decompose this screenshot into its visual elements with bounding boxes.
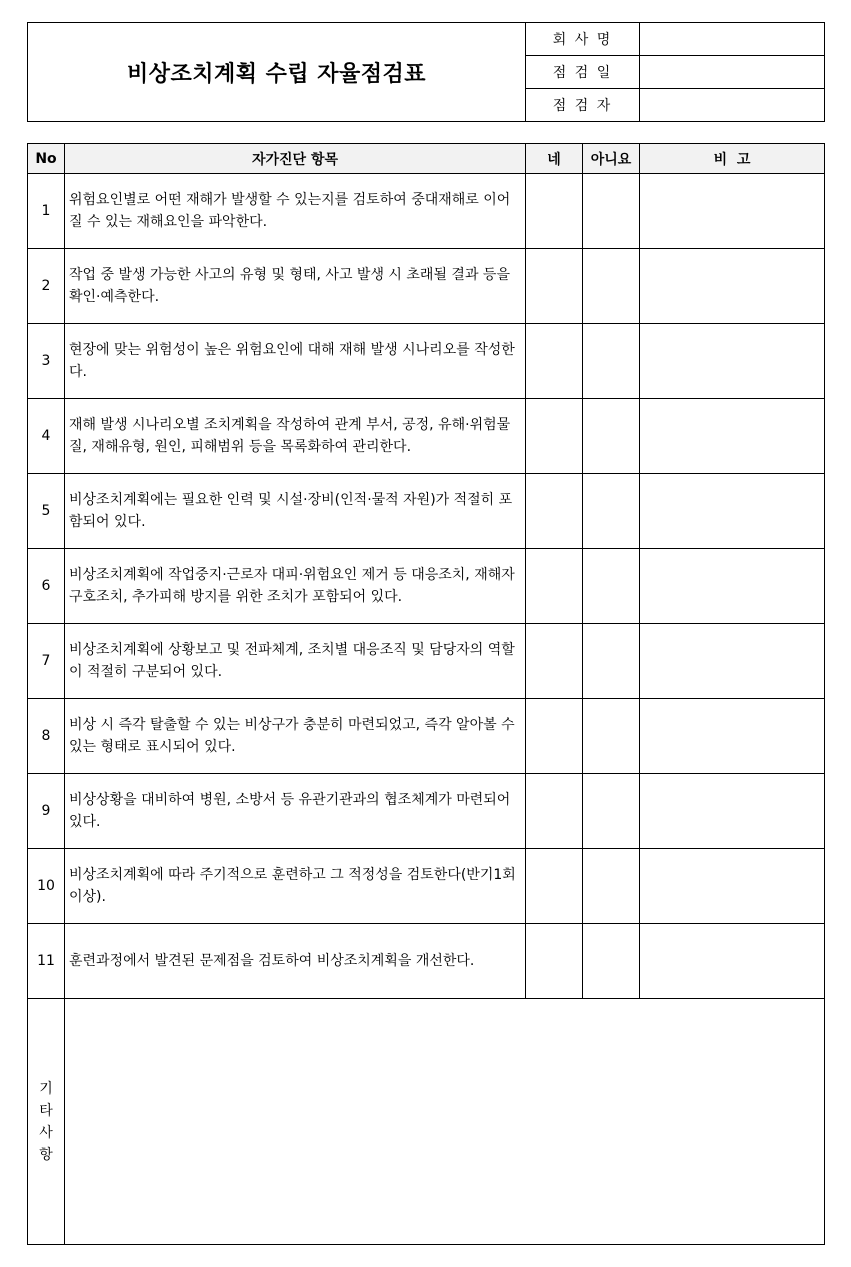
row-remarks-cell[interactable] — [640, 399, 825, 474]
table-row — [28, 624, 825, 699]
table-row — [28, 474, 825, 549]
row-no-cell[interactable] — [583, 399, 640, 474]
etc-label-char: 타 — [39, 1102, 53, 1119]
row-remarks-cell[interactable] — [640, 174, 825, 249]
row-no-cell[interactable] — [583, 324, 640, 399]
row-no-cell[interactable] — [583, 774, 640, 849]
row-no-cell[interactable] — [583, 849, 640, 924]
checklist-header-row — [28, 144, 825, 174]
row-no-cell[interactable] — [583, 624, 640, 699]
row-number: 1 — [28, 174, 65, 249]
row-number: 10 — [28, 849, 65, 924]
row-item-text: 현장에 맞는 위험성이 높은 위험요인에 대해 재해 발생 시나리오를 작성한다. — [65, 324, 526, 399]
row-item-text: 비상 시 즉각 탈출할 수 있는 비상구가 충분히 마련되었고, 즉각 알아볼 수 있는 형태로 표시되어 있다. — [65, 699, 526, 774]
company-name-field[interactable] — [640, 23, 825, 56]
col-header-no: No — [28, 144, 65, 174]
row-item-text: 비상상황을 대비하여 병원, 소방서 등 유관기관과의 협조체계가 마련되어 있다. — [65, 774, 526, 849]
col-header-yes: 네 — [526, 144, 583, 174]
etc-row — [28, 999, 825, 1245]
row-item-text: 작업 중 발생 가능한 사고의 유형 및 형태, 사고 발생 시 초래될 결과 등을 확인·예측한다. — [65, 249, 526, 324]
row-remarks-cell[interactable] — [640, 549, 825, 624]
etc-label-char: 사 — [39, 1124, 53, 1141]
row-item-text: 재해 발생 시나리오별 조치계획을 작성하여 관계 부서, 공정, 유해·위험물질, 재해유형, 원인, 피해범위 등을 목록화하여 관리한다. — [65, 399, 526, 474]
inspector-label: 점 검 자 — [526, 89, 640, 122]
row-remarks-cell[interactable] — [640, 324, 825, 399]
row-number: 7 — [28, 624, 65, 699]
row-no-cell[interactable] — [583, 924, 640, 999]
table-row — [28, 249, 825, 324]
row-number: 6 — [28, 549, 65, 624]
row-number: 8 — [28, 699, 65, 774]
checklist-table — [27, 143, 825, 1245]
table-row — [28, 174, 825, 249]
row-remarks-cell[interactable] — [640, 474, 825, 549]
row-item-text: 비상조치계획에는 필요한 인력 및 시설·장비(인적·물적 자원)가 적절히 포함되어 있다. — [65, 474, 526, 549]
row-number: 2 — [28, 249, 65, 324]
table-row — [28, 849, 825, 924]
row-remarks-cell[interactable] — [640, 624, 825, 699]
row-number: 4 — [28, 399, 65, 474]
etc-label-char: 기 — [39, 1080, 53, 1097]
row-yes-cell[interactable] — [526, 549, 583, 624]
company-name-label: 회 사 명 — [526, 23, 640, 56]
row-yes-cell[interactable] — [526, 924, 583, 999]
row-item-text: 훈련과정에서 발견된 문제점을 검토하여 비상조치계획을 개선한다. — [65, 924, 526, 999]
row-remarks-cell[interactable] — [640, 774, 825, 849]
row-remarks-cell[interactable] — [640, 699, 825, 774]
row-remarks-cell[interactable] — [640, 849, 825, 924]
page-title: 비상조치계획 수립 자율점검표 — [28, 23, 526, 122]
table-row — [28, 324, 825, 399]
row-item-text: 비상조치계획에 따라 주기적으로 훈련하고 그 적정성을 검토한다(반기1회 이상). — [65, 849, 526, 924]
row-no-cell[interactable] — [583, 174, 640, 249]
table-row — [28, 699, 825, 774]
table-row — [28, 399, 825, 474]
inspection-date-field[interactable] — [640, 56, 825, 89]
table-row — [28, 549, 825, 624]
row-item-text: 위험요인별로 어떤 재해가 발생할 수 있는지를 검토하여 중대재해로 이어질 수 있는 재해요인을 파악한다. — [65, 174, 526, 249]
row-no-cell[interactable] — [583, 474, 640, 549]
row-number: 11 — [28, 924, 65, 999]
row-yes-cell[interactable] — [526, 399, 583, 474]
row-yes-cell[interactable] — [526, 324, 583, 399]
row-no-cell[interactable] — [583, 249, 640, 324]
row-number: 9 — [28, 774, 65, 849]
row-number: 5 — [28, 474, 65, 549]
row-item-text: 비상조치계획에 작업중지·근로자 대피·위험요인 제거 등 대응조치, 재해자 구호조치, 추가피해 방지를 위한 조치가 포함되어 있다. — [65, 549, 526, 624]
col-header-remarks: 비 고 — [640, 144, 825, 174]
inspector-field[interactable] — [640, 89, 825, 122]
row-yes-cell[interactable] — [526, 249, 583, 324]
col-header-item: 자가진단 항목 — [65, 144, 526, 174]
table-row — [28, 774, 825, 849]
table-row — [28, 924, 825, 999]
inspection-date-label: 점 검 일 — [526, 56, 640, 89]
row-remarks-cell[interactable] — [640, 924, 825, 999]
col-header-no-answer: 아니요 — [583, 144, 640, 174]
row-no-cell[interactable] — [583, 549, 640, 624]
row-yes-cell[interactable] — [526, 174, 583, 249]
etc-label-char: 항 — [39, 1146, 53, 1163]
row-yes-cell[interactable] — [526, 624, 583, 699]
etc-label — [28, 999, 65, 1245]
etc-notes-field[interactable] — [65, 999, 825, 1245]
row-yes-cell[interactable] — [526, 849, 583, 924]
row-item-text: 비상조치계획에 상황보고 및 전파체계, 조치별 대응조직 및 담당자의 역할이 적절히 구분되어 있다. — [65, 624, 526, 699]
row-remarks-cell[interactable] — [640, 249, 825, 324]
row-yes-cell[interactable] — [526, 774, 583, 849]
header-table — [27, 22, 825, 122]
row-number: 3 — [28, 324, 65, 399]
row-no-cell[interactable] — [583, 699, 640, 774]
row-yes-cell[interactable] — [526, 474, 583, 549]
row-yes-cell[interactable] — [526, 699, 583, 774]
